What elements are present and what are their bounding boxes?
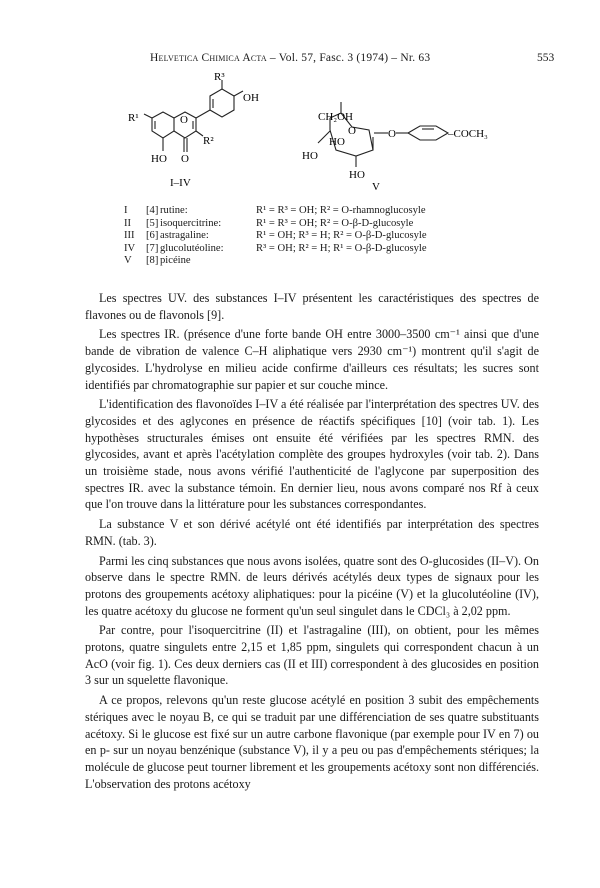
r3-label: R³ <box>214 71 225 83</box>
bottom-ho-label: HO <box>349 169 365 181</box>
chemical-structures-figure <box>0 0 600 200</box>
substance-number: V <box>124 255 132 267</box>
acetyl-label: –COCH₃ <box>448 128 488 140</box>
substance-row <box>124 230 427 243</box>
r2-label: R² <box>203 135 214 147</box>
paragraph: Parmi les cinq substances que nous avons isolées, quatre sont des O-glucosides (II–V). On observe dans le spectre RMN. de leurs dérivés acétylés deux types de signaux pour les protons des groupements acétoxy aliphatiques: pour la picéine (V) et la glucolutéoline (IV), les quatre acétoxy du glucose ne forment qu'un seul singulet dans le CDCl₃ à 2,02 ppm. <box>85 553 539 618</box>
substance-row <box>124 243 427 256</box>
substance-name: isoquercitrine: <box>160 217 222 229</box>
substance-name: picéine <box>160 255 191 267</box>
substance-number: III <box>124 230 135 242</box>
substance-formula: R¹ = OH; R³ = H; R² = O-β-D-glucosyle <box>256 230 427 242</box>
substance-ref: [4] <box>146 205 159 216</box>
substance-ref: [6] <box>146 230 159 242</box>
paragraph: La substance V et son dérivé acétylé ont été identifiés par interprétation des spectres RMN. (tab. 3). <box>85 517 539 548</box>
substance-formula: R¹ = R³ = OH; R² = O-β-D-glucosyle <box>256 217 414 229</box>
flavone-structure <box>144 80 243 152</box>
substance-row <box>124 255 427 268</box>
substance-name: glucolutéoline: <box>160 242 224 254</box>
oh-label: OH <box>243 92 259 104</box>
body-text <box>85 290 539 795</box>
glycosidic-oxygen-label: O <box>388 128 396 140</box>
substance-row <box>124 205 427 218</box>
journal-volume-info: – Vol. 57, Fasc. 3 (1974) – Nr. 63 <box>266 52 431 64</box>
substances-table <box>124 205 427 268</box>
paragraph: Les spectres UV. des substances I–IV présentent les caractéristiques des spectres de flavones ou de flavonols [9]. <box>85 291 539 322</box>
keto-oxygen-label: O <box>181 153 189 165</box>
r1-label: R¹ <box>128 112 139 124</box>
flavone-compound-label: I–IV <box>170 177 191 189</box>
paragraph: A ce propos, relevons qu'un reste glucose acétylé en position 3 subit des empêchements stériques avec le noyau B, ce qui se traduit par une différenciation de ses quatre substituants acétoxy. Si le glucose est fixé sur un autre carbone flavonique (par exemple pour IV en 7) ou en p- sur un noyau benzénique (substance V), il y a peu ou pas d'empêchements stériques; la molécule de glucose peut tourner librement et les groupements acétoxy sont non différenciés. L'observation des protons acétoxy <box>85 693 539 791</box>
substance-name: astragaline: <box>160 230 209 242</box>
substance-row <box>124 218 427 231</box>
paragraph: Par contre, pour l'isoquercitrine (II) et l'astragaline (III), on obtient, pour les mêmes protons, quatre singulets entre 2,15 et 1,85 ppm, singulets qui correspondent chacun à un AcO (voir fig. 1). Ces deux derniers cas (II et III) correspondent à des glucosides en position 3 sur un squelette flavonique. <box>85 623 539 688</box>
left-ho-label: HO <box>302 150 318 162</box>
substance-ref: [7] <box>146 242 159 254</box>
paragraph: Les spectres IR. (présence d'une forte bande OH entre 3000–3500 cm⁻¹ ainsi que d'une bande de vibration de valence C–H aliphatique vers 2930 cm⁻¹) montrent qu'il s'agit de glycosides. L'hydrolyse en milieu acide confirme d'ailleurs ces résultats; les sucres sont identifiés par chromatographie sur papier et sur couche mince. <box>85 327 539 392</box>
page-number: 553 <box>537 52 555 64</box>
substance-number: IV <box>124 242 136 254</box>
paragraph: L'identification des flavonoïdes I–IV a été réalisée par l'interprétation des spectres UV. des glycosides et des aglycones en présence de réactifs spécifiques [10] (voir tab. 1). Les hypothèses structurales émises ont ensuite été vérifiées par les spectres RMN. des glycosides, avant et après l'acétylation complète des groupes hydroxyles (voir tab. 2). Dans un troisième stade, nous avons vérifié l'authenticité de l'aglycone par superposition des spectres IR. avec la substance témoin. En dernier lieu, nous avons comparé nos Rf à ceux que l'on trouve dans la littérature pour les substances correspondantes. <box>85 397 539 512</box>
substance-ref: [8] <box>146 255 159 267</box>
substance-formula: R³ = OH; R² = H; R¹ = O-β-D-glucosyle <box>256 242 427 254</box>
substance-formula <box>256 255 427 268</box>
ho-label: HO <box>151 153 167 165</box>
substance-ref: [5] <box>146 217 159 229</box>
journal-name: Helvetica Chimica Acta <box>150 52 267 64</box>
sugar-oxygen-label: O <box>348 125 356 137</box>
inner-ho-label: HO <box>329 136 345 148</box>
substance-number: I <box>124 205 128 216</box>
ch2oh-label: CH₂OH <box>318 111 354 123</box>
substance-formula: R¹ = R³ = OH; R² = O-rhamnoglucosyle <box>256 205 426 216</box>
substance-name: rutine: <box>160 205 188 216</box>
substance-number: II <box>124 217 132 229</box>
picein-compound-label: V <box>372 181 380 193</box>
ring-oxygen-label: O <box>180 114 188 126</box>
